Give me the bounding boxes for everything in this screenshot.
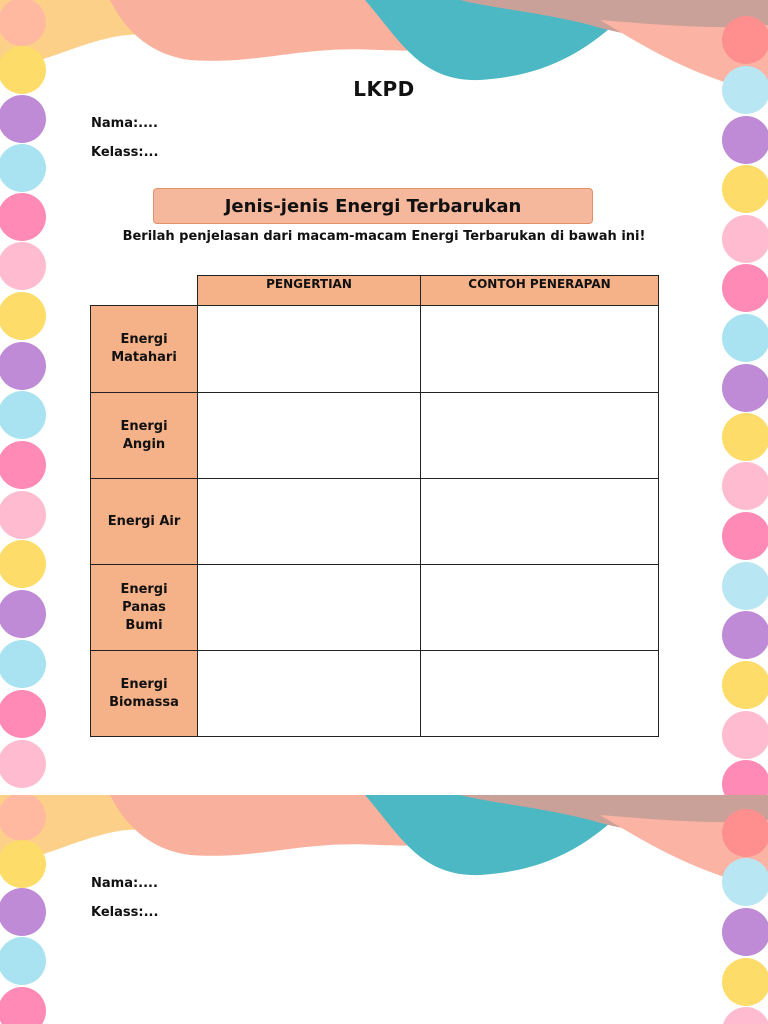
answer-cell-contoh[interactable]: [421, 306, 659, 393]
row-label-air: Energi Air: [91, 479, 198, 565]
worksheet-title: LKPD: [353, 77, 415, 101]
table-row: [91, 479, 659, 565]
table-corner: [91, 276, 198, 306]
answer-cell-pengertian[interactable]: [198, 306, 421, 393]
row-label-panas-bumi: Energi Panas Bumi: [91, 565, 198, 651]
answer-cell-pengertian[interactable]: [198, 651, 421, 737]
answer-cell-contoh[interactable]: [421, 651, 659, 737]
answer-cell-contoh[interactable]: [421, 479, 659, 565]
instruction-text: Berilah penjelasan dari macam-macam Energi Terbarukan di bawah ini!: [122, 229, 646, 244]
name-field-label: Nama:....: [91, 116, 158, 131]
answer-cell-contoh[interactable]: [421, 565, 659, 651]
table-row: [91, 306, 659, 393]
class-field-label: Kelass:...: [91, 145, 159, 160]
answer-cell-pengertian[interactable]: [198, 565, 421, 651]
row-label-angin: Energi Angin: [91, 393, 198, 479]
class-field-label: Kelass:...: [91, 905, 159, 920]
worksheet-page-2: [0, 795, 768, 1024]
section-title-banner: [153, 188, 593, 224]
answer-cell-contoh[interactable]: [421, 393, 659, 479]
table-row: [91, 565, 659, 651]
row-label-biomassa: Energi Biomassa: [91, 651, 198, 737]
table-row: [91, 651, 659, 737]
table-row: [91, 393, 659, 479]
section-title: Jenis-jenis Energi Terbarukan: [224, 195, 522, 217]
row-label-matahari: Energi Matahari: [91, 306, 198, 393]
column-header-pengertian: PENGERTIAN: [198, 276, 421, 306]
energy-table: [90, 275, 659, 737]
table-header-row: [91, 276, 659, 306]
answer-cell-pengertian[interactable]: [198, 479, 421, 565]
column-header-contoh: CONTOH PENERAPAN: [421, 276, 659, 306]
name-field-label: Nama:....: [91, 876, 158, 891]
answer-cell-pengertian[interactable]: [198, 393, 421, 479]
